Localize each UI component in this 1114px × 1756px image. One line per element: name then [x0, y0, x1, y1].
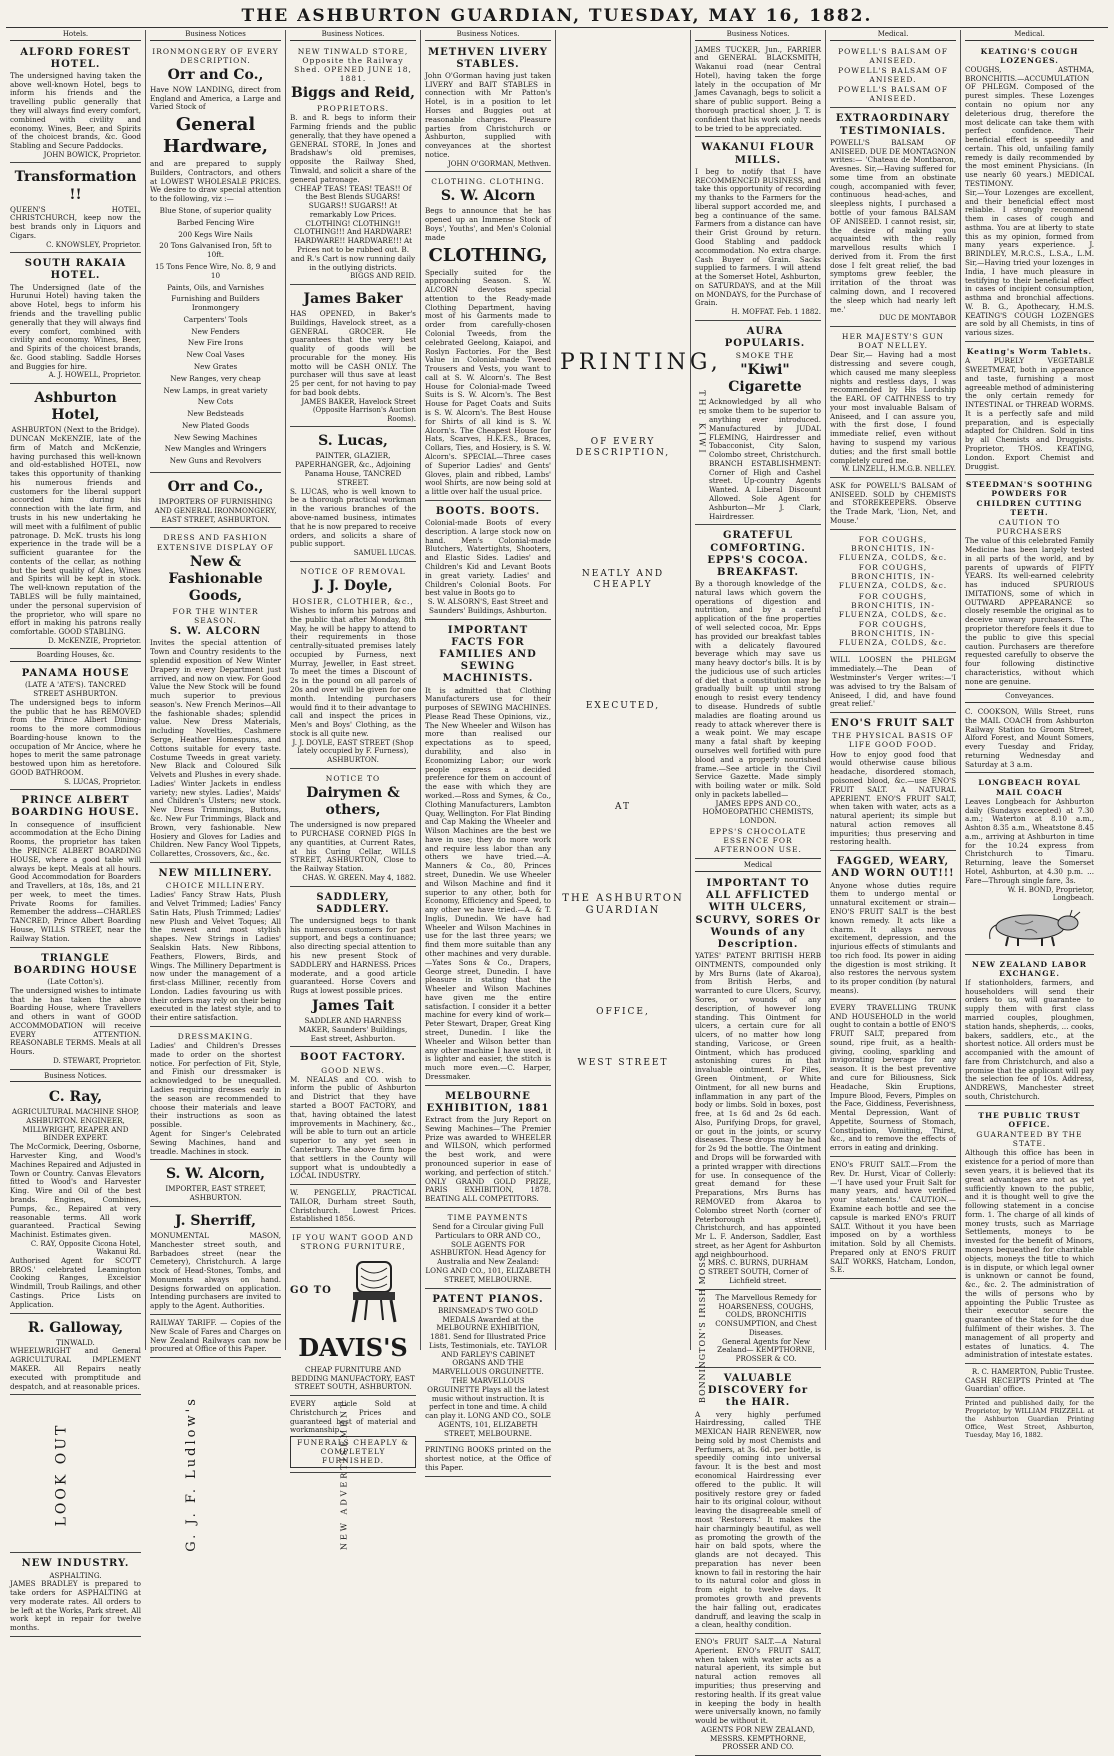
ad-title: S. W. Alcorn	[440, 188, 536, 205]
ad-orr-and-co	[150, 44, 281, 473]
ad-subtitle: IMPORTER, EAST STREET, ASHBURTON.	[165, 1184, 266, 1203]
ad-title: Dairymen & others,	[306, 785, 400, 819]
printing-neatly: NEATLY AND CHEAPLY	[581, 568, 665, 590]
ad-melbourne-exhibition	[425, 1088, 551, 1208]
printing-office-name: THE ASHBURTON GUARDIAN	[562, 892, 684, 916]
ad-title: EXTRAORDINARY TESTIMONIALS.	[835, 113, 951, 137]
ad-body: M. NEALAS and CO. wish to inform the public of Ashburton and District that they have started a BOOT FACTORY, and that, having obtained the latest improvements in Machinery, &c., will be able to turn out an article superior to any yet seen in Canterbury. The above firm hope that settlers in the County will support what is undoubtedly a LOCAL INDUSTRY.	[290, 1074, 416, 1181]
ad-methven-livery	[425, 44, 551, 173]
ad-title: PANAMA HOUSE	[21, 667, 130, 679]
ad-body: Ladies' and Children's Dresses made to order on the shortest notice. For perfection of Fit, Style, and Finish our dressmaker is acknowledged to be unequalled. Ladies requiring dresses early in the season are recommended to choose their materials and leave their instructions as soon as possible.	[150, 1041, 281, 1130]
ad-pre: DRESS AND FASHION EXTENSIVE DISPLAY OF	[156, 533, 275, 552]
section-boarding: Boarding Houses, &c.	[10, 651, 141, 662]
ad-transformation	[10, 165, 141, 253]
coughs-line: FOR COUGHS, BRONCHITIS, IN-FLUENZA, COLDS, &c.	[838, 591, 948, 619]
printing-office: OFFICE,	[596, 1007, 650, 1018]
ad-title: Orr and Co.,	[167, 66, 264, 83]
ad-pre: NOTICE TO	[325, 774, 381, 784]
ad-item: New Plated Goods	[181, 420, 250, 430]
ad-title: Keating's Worm Tablets.	[966, 347, 1093, 357]
section-hotels: Hotels.	[10, 30, 141, 41]
ad-title: SOUTH RAKAIA HOTEL.	[24, 258, 127, 282]
ad-signature: S. LUCAS, Proprietor.	[64, 777, 141, 786]
ad-new-industry	[10, 1555, 141, 1637]
ad-body: WHEELWRIGHT and General AGRICULTURAL IMPLEMENT MAKER. All Repairs neatly executed with promptitude and despatch, and at reasonable prices.	[10, 1346, 141, 1391]
ad-title: NEW MILLINERY.	[158, 867, 273, 879]
ad-pengelly	[290, 1187, 416, 1228]
ad-item: New Bedsteads	[187, 409, 244, 419]
ad-body: S. LUCAS, who is well known to be a thorough practical workman in the various branches of the above-named business, intimates that he is now prepared to receive orders, and solicits a share of public support.	[290, 486, 416, 549]
ad-body: The undersigned begs to inform the public that he has REMOVED from the Prince Albert Dining-rooms to the more commodious Boarding-house known to the occupation of Mr Ancice, where he hopes to merit the same patronage bestowed upon him as heretofore. GOOD BATHROOM.	[10, 697, 141, 777]
ad-loosen-phlegm	[830, 654, 956, 713]
ad-item: Blue Stone, of superior quality	[159, 206, 272, 216]
ad-body: A very highly perfumed Hairdressing, called THE MEXICAN HAIR RENEWER, now being sold by most Chemists and Perfumers, at 3s. 6d. per bottle, is speedily coming into universal favour. It is the best and most economical Hairdressing ever offered to the public. It will positively restore grey or faded hair to its original colour, without leaving the disagreeable smell of most 'Restorers.' It makes the hair charmingly beautiful, as well as promoting the growth of the hair on bald spots, where the glands are not decayed. This preparation has never been known to fail in restoring the hair to its natural color and gloss in from eight to twelve days. It promotes growth and prevents the hair falling out, eradicates dandruff, and leaving the scalp in a clean, healthy condition.	[695, 1409, 821, 1630]
section-business: Business Notices	[150, 30, 281, 41]
ad-signature: SAMUEL LUCAS.	[353, 549, 416, 558]
ad-signature: A. J. HOWELL, Proprietor.	[48, 371, 141, 380]
ad-title: S. Lucas,	[318, 433, 388, 450]
ad-railway-tariff	[150, 1317, 281, 1358]
ad-yates-ointment	[695, 875, 821, 1290]
printing-at: AT	[614, 801, 631, 812]
ad-james-baker	[290, 287, 416, 427]
coughs-line: FOR COUGHS, BRONCHITIS, IN-FLUENZA, COLDS, &c.	[838, 620, 948, 648]
ad-item: New Grates	[193, 361, 238, 371]
ad-signature: C. KNOWSLEY, Proprietor.	[46, 240, 141, 249]
ad-body-2: Agent for Singer's Celebrated Sewing Machines, hand and treadle. Machines in stock.	[150, 1128, 281, 1156]
ad-body: COUGHS, ASTHMA, BRONCHITIS.—ACCUMULATION OF PHLEGM. Composed of the purest simples. These Lozenges contain no opium nor any deleterious drug, therefore the most delicate can take them with perfect confidence. Their beneficial effect is speedily and certain. This old, unfailing family remedy is daily recommended by the most eminent Physicians. (In use nearly 60 years.) MEDICAL TESTIMONY.	[965, 64, 1094, 188]
ad-sherriff	[150, 1209, 281, 1315]
ad-pre: NOTICE OF REMOVAL	[300, 566, 406, 576]
ad-subtitle: GUARANTEED BY THE STATE.	[976, 1130, 1083, 1149]
ad-item: New Guns and Revolvers	[169, 456, 262, 466]
ad-signature: CHAS. W. GREEN. May 4, 1882.	[302, 874, 416, 882]
ad-ludlow-name: G. J. F. Ludlow's	[183, 1396, 199, 1553]
ad-chocolate: EPPS'S CHOCOLATE ESSENCE FOR AFTERNOON USE.	[709, 826, 807, 855]
ad-title: J. Sherriff,	[175, 1212, 256, 1229]
column-2	[146, 30, 286, 1354]
ad-vertical-label: THE KIWI	[697, 390, 707, 456]
ad-title: VALUABLE DISCOVERY for the HAIR.	[707, 1373, 809, 1409]
ad-body: ASK for POWELL'S BALSAM of ANISEED. SOLD by CHEMISTS and STOREKEEPERS. Observe the Trade Mark, 'Lion, Net, and Mouse.'	[830, 480, 956, 525]
ad-title: TIME PAYMENTS	[447, 1212, 529, 1222]
ad-name: S. W. ALCORN	[169, 626, 262, 638]
ad-item: 15 Tons Fence Wire, No. 8, 9 and 10	[154, 261, 277, 280]
ad-body: W. PENGELLY, PRACTICAL TAILOR, Durham street South, Christchurch. Lowest Prices. Established 1856.	[290, 1188, 416, 1224]
ad-body: The value of this celebrated Family Medicine has been largely tested in all parts of the world, and by parents of upwards of FIFTY YEARS. Its well-earned celebrity has induced SPURIOUS IMITATIONS, some of which in OUTWARD APPEARANCE so closely resemble the original as to deceive unwary purchasers. The proprietor therefore feels it due to the public to give this special caution. Purchasers are therefore requested carefully to observe the four following distinctive characteristics, without which none are genuine.	[965, 536, 1094, 686]
ad-item: Carpenters' Tools	[183, 314, 248, 324]
ad-body: How to enjoy good food that would otherwise cause bilious headache, disordered stomach, poisoned blood, &c.—use ENO'S FRUIT SALT. A NATURAL APERIENT. ENO'S FRUIT SALT, when taken with water, acts as a natural aperient; its simple but natural action removes all impurities; thus preserving and restoring health.	[830, 749, 956, 847]
column-3	[286, 30, 421, 1466]
ad-signature: C. RAY, Opposite Cicona Hotel, Wakanui Rd.	[30, 1239, 141, 1257]
ad-extraordinary-testimonials	[830, 110, 956, 327]
ad-body: By a thorough knowledge of the natural laws which govern the operations of digestion and nutrition, and by a careful application of the fine properties of well selected cocoa, Mr. Epps has provided our breakfast tables with a delicately flavoured beverage which may save us many heavy doctor's bills. It is by the judicious use of such articles of diet that a constitution may be gradually built up until strong enough to resist every tendency to disease. Hundreds of subtle maladies are floating around us ready to attack wherever there is a weak point. We may escape many a fatal shaft by keeping ourselves well fortified with pure blood and a properly nourished frame.—See article in the Civil Service Gazette. Made simply with boiling water or milk. Sold only in packets labelled—	[695, 579, 821, 799]
ad-title: AURA POPULARIS.	[724, 325, 806, 349]
ad-body: Send for a Circular giving Full Particulars to ORR AND CO., SOLE AGENTS FOR ASHBURTON. Head Agency for Australia and New Zealand: LONG AND CO., 101, ELIZABETH STREET, MELBOURNE.	[425, 1222, 551, 1284]
ad-kiwi-cigarette	[695, 323, 821, 526]
ad-body: JAMES TUCKER, Jun., FARRIER and GENERAL BLACKSMITH, Wakanui road (near Central Hotel), having taken the forge lately in the occupation of Mr James Cavanagh, begs to solicit a share of public support. Being a thorough practical shoer, J. T. is confident that his work only needs to be tried to be appreciated.	[695, 44, 821, 133]
ad-south-rakaia-hotel	[10, 255, 141, 384]
ad-body: MONUMENTAL MASON, Manchester street south, and Barbadoes street (near the Cemetery), Christchurch. A large stock of Head-Stones, Tombs, and Monuments always on hand. Designs forwarded on application. Intending purchasers are invited to apply to the Agent. Authorities.	[150, 1231, 281, 1311]
ad-subtitle: GOOD NEWS.	[321, 1065, 385, 1075]
ad-body-2: Sir,—Your Lozenges are excellent, and their beneficial effect most reliable. I strongly recommend them in cases of cough and asthma. You are at liberty to state this as my opinion, formed from many years experience. J. BRINDLEY, M.R.C.S., L.S.A., L.M. Sir,—Having tried your lozenges in India, I have much pleasure in testifying to their beneficial effect in cases of incipient consumption, asthma and bronchial affections. W. B. G., Apothecary, H.M.S. KEATING'S COUGH LOZENGES are sold by all Chemists, in tins of various sizes.	[965, 187, 1094, 338]
ad-body: QUEEN'S HOTEL, CHRISTCHURCH, keep now the best brands only in Liquors and Cigars.	[10, 204, 141, 240]
ad-body: WILL LOOSEN the PHLEGM immediately.—The Dean of Westminster's Verger writes:—'I was advised to try the Balsam of Aniseed, I did, and have found great relief.'	[830, 655, 956, 709]
ad-signature: BIGGS AND REID.	[350, 272, 416, 281]
ad-james-tucker	[695, 44, 821, 138]
ad-davis	[290, 1230, 416, 1396]
ad-title: BOOTS. BOOTS.	[435, 505, 541, 517]
ad-title: PATENT PIANOS.	[432, 1293, 544, 1305]
ad-title: THE PUBLIC TRUST OFFICE.	[978, 1110, 1081, 1129]
ad-body: Dear Sir,— Having had a most distressing and severe cough, which caused me many sleepless nights and restless days, I was recommended by His Lordship the EARL OF CAITHNESS to try your most invaluable Balsam of Aniseed, and I can assure you, with the first dose, I found immediate relief, even without having to suspend my various duties; and the first small bottle completely cured me.	[830, 350, 956, 465]
ad-wakanui-flour-mills	[695, 139, 821, 320]
chair-icon	[339, 1256, 409, 1326]
ad-title: IMPORTANT FACTS FOR FAMILIES AND SEWING MACHINISTS.	[439, 624, 537, 685]
ad-title: DAVIS'S	[298, 1333, 408, 1363]
ad-body: A PURELY VEGETABLE SWEETMEAT, both in appearance and taste, furnishing a most agreeable method of administering the only certain remedy for INTESTINAL or THREAD WORMS. It is a perfectly safe and mild preparation, and is especially adapted for Children. Sold in tins by all Chemists and Druggists. Proprietor, THOS. KEATING, London. Export Chemist and Druggist.	[965, 356, 1094, 471]
ad-body: General Agents for New Zealand— KEMPTHORNE, PROSSER & CO.	[717, 1336, 815, 1364]
ad-title: MELBOURNE EXHIBITION, 1881	[426, 1090, 550, 1114]
ad-item: 20 Tons Galvanised Iron, 5ft to 10ft.	[159, 241, 272, 260]
ad-body: Begs to announce that he has opened up an Immense Stock of Boys', Youths', and Men's Colonial made	[425, 206, 551, 242]
masthead: THE ASHBURTON GUARDIAN, TUESDAY, MAY 16, 1882.	[6, 6, 1108, 28]
ad-body: The undersigned is now prepared to PURCHASE CORNED PIGS In any quantities, at Current Rates, at his Curing Cellar, WILLS STREET, ASHBURTON, Close to the Railway Station.	[290, 820, 416, 874]
ad-title: Ashburton Hotel,	[34, 390, 117, 424]
ad-printing-books	[425, 1444, 551, 1476]
section-conveyances: Conveyances.	[965, 692, 1094, 703]
ad-subtitle: CAUTION TO PURCHASERS	[996, 517, 1063, 537]
ad-title: ALFORD FOREST HOTEL.	[20, 46, 131, 70]
ad-cash-receipts	[965, 1366, 1094, 1398]
coughs-line: FOR COUGHS, BRONCHITIS, IN-FLUENZA, COLDS, &c.	[838, 563, 948, 591]
column-8	[961, 30, 1098, 1439]
ad-signature: D. McKENZIE, Proprietor.	[48, 636, 141, 645]
ad-labor-exchange	[965, 957, 1094, 1106]
ad-galloway	[10, 1316, 141, 1396]
powell-line: POWELL'S BALSAM OF ANISEED.	[838, 46, 948, 65]
ad-body: HAS OPENED, in Baker's Buildings, Havelock street, as a GENERAL GROCER. He guarantees that the very best quality of goods will be procurable for the money. His motto will be CASH ONLY. The purchaser will thus save at least 25 per cent, for not having to pay for bad book debts.	[290, 308, 416, 398]
ad-signature: W. H. BOND, Proprietor, Longbeach.	[1007, 885, 1094, 903]
ad-title: NEW ZEALAND LABOR EXCHANGE.	[971, 959, 1088, 978]
ad-signature: D. STEWART, Proprietor.	[53, 1057, 141, 1065]
ad-big: "Kiwi" Cigarette	[728, 362, 802, 396]
ad-body: YATES' PATENT BRITISH HERB OINTMENTS, compounded only by Mrs Burns (late of Akaroa), from British Herbs, and warranted to cure Ulcers, Scurvy, Sores, or wounds of any description, of however long standing. This Ointment for ulcers, a certain cure for all ulcers, of no matter how long standing, Varicose, or Green Ointment, which has produced astonishing cures in that invaluable ointment. For Piles, Green Ointment, or White Ointment, for all new burns and inflammation in any part of the body or limbs. Sold in boxes, post free, at 1s 6d and 2s 6d each. Also, Purifying Drops, for gravel, or gout in the joints, or scurvy diseases. These drops may be had for 2s 9d the bottle. The Ointment and Drops will be forwarded with a printed wrapper with directions for use. In consequence of the great demand for these Preparations, Mrs Burns has REMOVED from Akaroa to Colombo street North (corner of Peterborough street), Christchurch, and has appointed Mr L. F. Anderson, Saddler, East street, as her Agent for Ashburton and neighbourhood.	[695, 951, 821, 1259]
ad-title: PRINCE ALBERT BOARDING HOUSE.	[11, 795, 140, 819]
ad-alford-forest-hotel	[10, 44, 141, 164]
ad-signature: DUC DE MONTABOR	[879, 314, 956, 323]
ad-title: GRATEFUL COMFORTING. EPPS'S COCOA. BREAKFAST.	[707, 530, 809, 578]
ad-biggs-reid	[290, 44, 416, 285]
cow-illustration-icon	[970, 907, 1090, 947]
ad-subtitle: FOR THE WINTER SEASON.	[172, 606, 259, 626]
ad-dairymen	[290, 771, 416, 887]
ad-dressmaking	[150, 1029, 281, 1160]
ad-subtitle: ASHBURTON (Next to the Bridge).	[11, 425, 140, 435]
ad-title: New & Fashionable Goods,	[168, 553, 263, 604]
ad-body: EVERY TRAVELLING TRUNK AND HOUSEHOLD in the world ought to contain a bottle of ENO'S FRUIT SALT, prepared from sound, ripe fruit, as a health-giving, cooling, sparkling and invigorating beverage for any season. It is the best preventive and cure for Biliousness, Sick Headache, Skin Eruptions, Impure Blood, Fevers, Pimples on the Face, Giddiness, Feverishness, Mental Depression, Want of Appetite, Sourness of Stomach, Constipation, Vomiting, Thirst, &c., and to remove the effects of errors in eating and drinking.	[830, 1002, 956, 1153]
ad-pre: CLOTHING. CLOTHING.	[431, 177, 545, 187]
ad-side-label: BONNINGTON'S IRISH MOSS	[698, 1254, 708, 1403]
ad-item-list	[150, 207, 281, 466]
ad-title: The Marvellous Remedy for HOARSENESS, COUGHS, COLDS, BRONCHITIS CONSUMPTION, and Chest Diseases.	[715, 1292, 817, 1337]
section-medical: Medical.	[965, 30, 1094, 41]
ad-item: 200 Kegs Wire Nails	[178, 229, 253, 239]
ad-ludlow	[10, 1396, 349, 1553]
ad-body: ENO's FRUIT SALT.—From the Rev. Dr. Hurst, Vicar of Collerly:—'I have used your Fruit Salt for many years, and have verified your statements.' CAUTION.—Examine each bottle and see the capsule is marked ENO's FRUIT SALT. Without it you have been imposed on by a worthless imitation. Sold by all Chemists. Prepared only at ENO'S FRUIT SALT WORKS, Hatcham, London, S.E.	[830, 1160, 956, 1275]
ad-body: CASH RECEIPTS Printed at 'The Guardian' office.	[965, 1375, 1094, 1394]
ad-prince-albert	[10, 792, 141, 947]
ad-title: TRIANGLE BOARDING HOUSE	[13, 952, 138, 976]
ad-name: MRS. C. BURNS, DURHAM STREET SOUTH, Corner of Lichfield street.	[707, 1258, 809, 1285]
ad-body: DUNCAN McKENZIE, late of the firm of Match and McKenzie, having purchased this well-known and old-established HOTEL, now takes this opportunity of thanking his numerous friends and customers for the liberal support accorded him during his connection with the late firm, and trusts in his new undertaking he will meet with a fulfilment of public patronage. D. McK. trusts his long experience in the trade will be a sufficient guarantee for the contents of the cellar, as nothing but the best quality of Ales, Wines and Spirits will be kept in stock. The well-known reputation of the TABLES will be fully maintained, under the personal supervision of the proprietor, who will spare no effort in making his patrons really comfortable. GOOD STABLING.	[10, 433, 141, 637]
ad-steedman	[965, 477, 1094, 690]
ad-item: New Lamps, in great variety	[163, 385, 268, 395]
ad-title: FAGGED, WEARY, AND WORN OUT!!!	[831, 856, 955, 880]
ad-eno-caution	[830, 1159, 956, 1279]
ad-title: HER MAJESTY'S GUN BOAT NELLEY.	[841, 331, 945, 351]
ad-body: Leaves Longbeach for Ashburton daily (Sundays excepted) at 7.30 a.m.; Waterton at 8.10 a.m., Ashton 8.35 a.m., Wheatstone 8.45 a.m., arriving at Ashburton in time for the 10.24 express from Christchurch to Timaru. Returning, leave the Somerset Hotel, Ashburton, at 4.30 p.m. ... Fare—Through single fare, 3s.	[965, 796, 1094, 885]
ad-cookson-coach	[965, 706, 1094, 773]
ad-item: Barbed Fencing Wire	[176, 217, 255, 227]
ad-title: J. J. Doyle,	[313, 577, 393, 594]
ad-body: The undersigned having taken the above well-known Hotel, begs to inform his friends and the travelling public generally that they will always find every comfort, combined with civility and economy. Wines, Beer, and Spirits of the choicest brands, &c. Good Stabling and Secure Paddocks.	[10, 70, 141, 151]
ad-body: The McCormick, Deering, Osborne, Harvester King, and Wood's Machines Repaired and Adjusted in Town or Country. Canvas Elevators fitted to Wood's and Harvester King. Wire and Oil of the best brands. Engines, Combines, Pumps, &c., Repaired at very reasonable terms. All work guaranteed. Practical Sewing Machinist. Estimates given.	[10, 1142, 141, 1240]
ad-title: Orr and Co.,	[167, 479, 264, 496]
powell-line: POWELL'S BALSAM OF ANISEED.	[838, 65, 948, 84]
ad-item: New Sewing Machines	[173, 432, 258, 442]
ad-body: Invites the special attention of Town and Country residents to the splendid exposition of New Winter Drapery in every Department just arrived, and now on view. For Good Value the New Stock will be found much superior to previous season's. New French Merinos—All the fashionable shades; splendid value. New Dress Materials, including Novelties, Cashmere Serge, Heather Homespuns, and Cottons suitable for every taste. Costume Tweeds in great variety. New Black and Coloured Silk Velvets and Plushes in every shade. Ladies' Winter Jackets in endless variety; new styles. Ladies', Maids' and Children's Ulsters; new stock. New Dress Trimmings, Buttons, &c. New Fur Trimmings, Black and Brown, very fashionable. New Hosiery and Gloves for Ladies and Children. New Fancy Wool Tippets, Collarettes, Crossovers, &c., &c.	[150, 638, 281, 859]
section-business: Business Notices.	[695, 30, 821, 41]
ad-coughs	[830, 532, 956, 653]
ad-title: R. Galloway,	[27, 1319, 124, 1336]
ad-subtitle: (LATE A 'ATE'S). TANCRED STREET ASHBURTON.	[24, 680, 127, 698]
ad-doyle	[290, 564, 416, 769]
ad-boot-factory	[290, 1049, 416, 1185]
ad-title: C. Ray,	[48, 1089, 103, 1106]
section-medical: Medical.	[830, 30, 956, 41]
ad-title: STEEDMAN'S SOOTHING POWDERS FOR CHILDREN CUTTING TEETH.	[965, 480, 1094, 517]
ad-powell-balsam	[830, 44, 956, 109]
ad-title: METHVEN LIVERY STABLES.	[428, 46, 548, 70]
ad-subtitle: SMOKE THE	[735, 351, 795, 361]
ad-keating-worm	[965, 344, 1094, 475]
ad-body: Anyone whose duties require them to undergo mental or unnatural excitement or strain—ENO'S FRUIT SALT is the best known remedy. It acts like a charm. It allays nervous excitement, depression, and the injurious effects of stimulants and too rich food. Its power in aiding the digestion is most striking. It also restores the nervous system to its proper condition (by natural means).	[830, 880, 956, 995]
ad-signature: JAMES EPPS AND CO., HOMOEOPATHIC CHEMISTS, LONDON.	[702, 798, 814, 826]
section-medical: Medical	[695, 861, 821, 872]
section-business: Business Notices.	[425, 30, 551, 41]
ad-pre: IF YOU WANT GOOD AND STRONG FURNITURE,	[292, 1233, 414, 1252]
ad-eno-fruit-salt	[830, 715, 956, 851]
ad-body: If stationholders, farmers, and householders will send their orders to us, will guarantee to supply them with first class married couples, ploughmen, station hands, shepherds, ... cooks, bakers, saddlers, etc., at the shortest notice. All orders must be accompanied with the amount of fare from Christchurch, and also a promise that the applicant will pay the selection fee of 10s. Address, ANDREWS, Manchester street south, Christchurch.	[965, 977, 1094, 1102]
ad-title: SADDLERY, SADDLERY.	[316, 891, 390, 915]
ad-triangle-boarding	[10, 950, 141, 1070]
ad-c-ray	[10, 1085, 141, 1314]
ad-body: IMPORTERS OF FURNISHING AND GENERAL IRONMONGERY, EAST STREET, ASHBURTON.	[154, 497, 277, 524]
ad-ask-powell	[830, 480, 956, 530]
ad-alcorn	[150, 1162, 281, 1207]
ad-signature: S. W. ALSORN'S, East Street and Saunders' Buildings, Ashburton.	[427, 597, 549, 615]
ad-item: Paints, Oils, and Varnishes	[167, 282, 264, 292]
ad-title: NEW INDUSTRY.	[21, 1558, 130, 1570]
section-business: Business Notices.	[10, 1072, 141, 1083]
ad-signature: JAMES BAKER, Havelock Street (Opposite Harrison's Auction Rooms).	[301, 397, 416, 423]
ad-body: CHEAP FURNITURE AND BEDDING MANUFACTORY, EAST STREET SOUTH, ASHBURTON.	[291, 1364, 415, 1392]
ad-panama-house	[10, 665, 141, 790]
ad-funerals: FUNERALS CHEAPLY & COMPLETELY FURNISHED.	[290, 1436, 416, 1467]
ad-subtitle: PROPRIETORS.	[316, 104, 390, 114]
ad-signature: R. C. HAMERTON, Public Trustee.	[971, 1368, 1094, 1377]
ad-title: KEATING'S COUGH LOZENGES.	[980, 46, 1079, 65]
ad-subtitle: PAINTER, GLAZIER, PAPERHANGER, &c., Adjoining Panama House, TANCRED STREET.	[295, 451, 411, 487]
ad-subtitle: CHOICE MILLINERY.	[165, 881, 266, 891]
ad-hair-discovery	[695, 1370, 821, 1634]
ad-pre: IRONMONGERY OF EVERY DESCRIPTION.	[152, 46, 279, 65]
ad-s-lucas	[290, 429, 416, 561]
ad-ashburton-hotel	[10, 386, 141, 649]
ad-body: C. COOKSON, Wills Street, runs the MAIL COACH from Ashburton Railway Station to Groom Street, Alford Forest, and Mount Somers, every Tuesday and Friday, returning Wednesday and Saturday at 3 a.m.	[965, 706, 1094, 769]
ad-item: New Fenders	[191, 326, 240, 336]
ad-body: I beg to notify that I have RECOMMENCED BUSINESS, and take this opportunity of recording my thanks to the Farmers for the liberal support accorded me, and beg a continuance of the same. Farmers from a distance can have their Grist Ground by return. Good Stabling and paddock accommodation. No extra charge. Cash Buyer of Grain. Sacks supplied to farmers. I will attend at the Somerset Hotel, Ashburton, on SATURDAYS, and at the Mill on MONDAYS, for the Purchase of Grain.	[695, 166, 821, 308]
coughs-line: FOR COUGHS, BRONCHITIS, IN-FLUENZA, COLDS, &c.	[838, 534, 948, 563]
ad-signature: J. J. DOYLE, EAST STREET (Shop lately occupied by F. Furness), ASHBURTON.	[292, 737, 414, 765]
ad-travelling-trunk	[830, 1002, 956, 1157]
ad-item: New Ranges, very cheap	[170, 373, 261, 383]
ad-title: WAKANUI FLOUR MILLS.	[701, 142, 815, 166]
ad-epps-cocoa	[695, 527, 821, 859]
ad-title: S. W. Alcorn,	[165, 1166, 266, 1183]
ad-item: New Cots	[197, 397, 234, 407]
powell-line: POWELL'S BALSAM OF ANISEED.	[838, 85, 948, 104]
ad-go-to: GO TO	[290, 1285, 332, 1297]
ad-body-2: Authorised Agent for SCOTT BROS.' celebrated Leamington Cooking Ranges, Excelsior Windmill, Troub Railings, and other Castings. Price Lists on Application.	[10, 1255, 141, 1309]
ad-signature: H. MOFFAT. Feb. 1 1882.	[731, 308, 821, 317]
ad-body-2: Specially suited for the approaching Season. S. W. ALCORN devotes special attention to the Ready-made Clothing Department, having most of his Garments made to order from carefully-chosen Colonial Tweeds, from the celebrated Geelong, Kaiapoi, and Roslyn Factories. For the Best Value in Colonial-made Tweed Trousers and Vests, you want to call at S. W. Alcorn's. The Best House for Colonial-made Tweed Suits is S. W. Alcorn's. The Best House for Paget Coats and Suits is S. W. Alcorn's. The Best House for Shirts of all kind is S. W. Alcorn's. The Cheapest House for Hats, Scarves, H.K.F.S., Braces, Collars, Ties, and Hosiery, is S. W. Alcorn's. SPECIAL—Three cases of Superior Ladies' and Gents' Gloves, plain and ribbed, Lambs' wool Shirts, are now being sold at a little over half the usual price.	[425, 267, 551, 497]
ad-body: The undersigned wishes to intimate that he has taken the above Boarding House, where Travellers and others in want of GOOD ACCOMMODATION will receive EVERY ATTENTION. REASONABLE TERMS. Meals at all Hours.	[10, 985, 141, 1057]
ad-subtitle: THE PHYSICAL BASIS OF LIFE GOOD FOOD.	[832, 731, 954, 750]
ad-title: BOOT FACTORY.	[300, 1052, 406, 1064]
ad-time-payments	[425, 1210, 551, 1289]
ad-longbeach-coach	[965, 775, 1094, 954]
ad-subtitle: (Late Cotton's).	[47, 976, 104, 986]
ad-body: Extract from the Jury Report on Sewing Machines—'The Premier Prize was awarded to WHEELER and WILSON, which performed the best work, and were pronounced superior in ease of working, and perfection of stitch.' ONLY GRAND GOLD PRIZE, PARIS EXHIBITION, 1878. BEATING ALL COMPETITORS.	[425, 1115, 551, 1204]
ad-body: ENO's FRUIT SALT.—A Natural Aperient. ENO's FRUIT SALT, when taken with water acts as a natural aperient, its simple but natural action removes all impurities; thus preserving and restoring health. If its great value in keeping the body in health were universally known, no family would be without it.	[695, 1637, 821, 1726]
ad-public-trust	[965, 1108, 1094, 1364]
ad-signature: JOHN BOWICK, Proprietor.	[43, 150, 141, 159]
ad-pre: NEW TINWALD STORE, Opposite the Railway Shed. OPENED JUNE 18, 1881.	[294, 46, 412, 83]
ad-keating-lozenges	[965, 44, 1094, 343]
ad-signature: SADDLER AND HARNESS MAKER, Saunders' Buildings, East street, Ashburton.	[298, 1016, 408, 1043]
ad-item: New Mangles and Wringers	[164, 444, 267, 454]
printing-every: OF EVERY DESCRIPTION,	[575, 436, 671, 458]
ad-lookout: LOOK OUT	[53, 1422, 70, 1527]
ad-signature: JOHN O'GORMAN, Methven.	[447, 159, 551, 168]
ad-gun-boat-nelley	[830, 329, 956, 478]
ad-saddlery	[290, 889, 416, 1048]
imprint-footer: Printed and published daily, for the Proprietor, by WILLIAM FRIZZELL at the Ashburton Guardian Printing Office, West Street, Ashburton, Tuesday, May 16, 1882.	[965, 1399, 1094, 1439]
ad-patent-pianos	[425, 1291, 551, 1443]
ad-body: PRINTING BOOKS printed on the shortest notice, at the Office of this Paper.	[425, 1445, 551, 1472]
ad-important-facts	[425, 622, 551, 1086]
ad-signature: W. LINZELL, H.M.G.B. NELLEY.	[841, 465, 956, 474]
ad-body: The undersigned begs to thank his numerous customers for past support, and begs a continuance; also directing special attention to his new present Stock of SADDLERY and HARNESS. Prices moderate, and a good article guaranteed. Horse Covers and Rugs at lowest possible prices.	[290, 915, 416, 996]
section-business: Business Notices.	[290, 30, 416, 41]
ad-body: The Undersigned (late of the Hurunui Hotel) having taken the above Hotel, begs to inform his friends and the travelling public generally that they will always find every comfort, combined with civility and economy. Wines, Beer, and Spirits of the choicest brands, &c. Good stabling. Saddle Horses and Buggies for hire.	[10, 282, 141, 371]
ad-big: CLOTHING,	[428, 244, 548, 266]
ad-title: ENO'S FRUIT SALT	[831, 718, 955, 730]
ad-title: IMPORTANT TO ALL AFFLICTED WITH ULCERS, SCURVY, SORES Or Wounds of any Description.	[695, 877, 821, 950]
ad-big: General Hardware,	[162, 114, 269, 158]
ad-item: Furnishing and Builders Ironmongery	[171, 294, 260, 313]
ad-body: Colonial-made Boots of every description. A large stock now on hand. Men's Colonial-made Blutchers, Watertights, Shooters, and Elastic Sides. Ladies' and Children's Kid and Levant Boots in great variety. Ladies' and Children's Colonial Boots. For best value in Boots go to	[425, 518, 551, 598]
ad-body: RAILWAY TARIFF. — Copies of the New Scale of Fares and Charges on New Zealand Railways can now be procured at Office of this Paper.	[150, 1318, 281, 1354]
columns	[6, 30, 1108, 1752]
ad-title: James Baker	[303, 290, 403, 307]
ad-millinery	[150, 865, 281, 1027]
ad-title: LONGBEACH ROYAL MAIL COACH	[978, 778, 1081, 797]
ad-item: New Fire Irons	[187, 338, 244, 348]
ad-title: DRESSMAKING.	[177, 1032, 254, 1041]
ad-body: EVERY article Sold at Christchurch Prices and guaranteed best of material and workmanship.	[290, 1399, 416, 1435]
ad-fagged-weary	[830, 853, 956, 1000]
ad-subtitle: TINWALD.	[56, 1337, 95, 1347]
printing-headline: PRINTING,	[560, 350, 722, 375]
ad-body: John O'Gorman having just taken LIVERY and BAIT STABLES in connection with Mr Patton's Hotel, is in a position to let Horses and Buggies out at reasonable charges. Pleasure parties from Christchurch or Ashburton, supplied with conveyances at the shortest notice.	[425, 70, 551, 159]
printing-executed: EXECUTED,	[585, 700, 661, 711]
ad-subtitle: AGRICULTURAL MACHINE SHOP, ASHBURTON. ENGINEER, MILLWRIGHT, REAPER AND BINDER EXPERT.	[11, 1107, 140, 1143]
ad-body: Wishes to inform his patrons and the public that after Monday, 8th May, he will be happy to attend to their requirements in those centrally-situated premises lately occupied by Furness, next Murray, Jeweller, in East street. To meet the times a Discount of 2s in the pound on all parcels of 20s and over will be given for one month. Intending purchasers would find it to their advantage to call and inspect the prices in Men's and Boys' Clothing, as the stock is all quite new.	[290, 605, 416, 738]
ad-ludlow-sub: NEW ADVERTISEMENT	[339, 1399, 349, 1550]
ad-subtitle: ASPHALTING.	[49, 1570, 102, 1580]
column-7	[826, 30, 961, 1350]
ad-alcorn-clothing	[425, 174, 551, 501]
ad-boots	[425, 503, 551, 620]
ad-body: It is admitted that Clothing Manufacturers use for their purposes of SEWING MACHINES. Please Read These Opinions, viz., The New Wheeler and Wilson has more than realised our expectations as to speed, durability, and also in Economizing Labor; our work people express a decided preference for them on account of the ease with which they are worked.—Ross and Symes, & Co., Clothing Manufacturers, Lambton Quay, Wellington. For Flat Binding and Cap Making the Wheeler and Wilson Machines are the best we have in use; they do more work and require less labor than any others we have tried.—A. Manners & Co., 80, Princes street, Dunedin. We use Wheeler and Wilson Machine and find it superior to any other, both for Economy, Efficiency and Speed, to any other we have tried.—A. & T. Inglis, Dunedin. We have had Wheeler and Wilson Machines in use for the last three years; we find them more suitable than any other machines and very durable.—Yates Sons & Co., Drapers, George street, Dunedin. I have pleasure in stating that the Wheeler and Wilson Machines have given me the entire satisfaction. I consider it a better machine for every kind of work—Peter Stewart, Draper, Great King street, Dunedin. I like the Wheeler and Wilson better than any other machine I have used, it is lighter and easier, the stitch is much more even.—C. Harper, Dressmaker.	[425, 685, 551, 1081]
column-4	[421, 30, 556, 1472]
ad-dress-fashion	[150, 530, 281, 863]
ad-body: Ladies' Fancy Straw Hats, Plush and Velvet Trimmed; Ladies' Fancy Satin Hats, Plush Trimmed; Ladies' new Plush and Velvet Toques; All the newest and most stylish shapes. New Strings in Ladies' Sealskin Hats. New Ribbons, Feathers, Flowers, Birds, and Wings. The Millinery Department is now under the management of a first-class Milliner, recently from London. Ladies favouring us with their orders may rely on their being executed in the latest style, and to their entire satisfaction.	[150, 890, 282, 1023]
ad-body-2: CHEAP TEAS! TEAS! TEAS!! Of the Best Blends SUGARS! SUGARS!! SUGARS!! At remarkably Low Prices. CLOTHING! CLOTHING!! CLOTHING!!! And HARDWARE! HARDWARE!! HARDWARE!!! At Prices not to be rubbed out. B. and R.'s Cart is now running daily in the outlying districts.	[290, 183, 416, 272]
ad-subtitle: HOSIER, CLOTHIER, &c.,	[292, 596, 414, 606]
ad-item: New Coal Vases	[186, 350, 245, 360]
ad-title: Biggs and Reid,	[291, 85, 415, 102]
ad-body: Although this office has been in existence for a period of more than seven years, it is believed that its great advantages are not as yet sufficiently known to the public, and it is thought well to give the following statement in a concise form. 1. The charge of all kinds of money trusts, such as Marriage Settlements, moneys to be invested for the benefit of Minors, moneys bequeathed for charitable objects, moneys the title to which is in dispute, or which legal owner is unknown or cannot be found, &c., &c. 2. The administration of the wills of persons who by appointing the Public Trustee as their executor secure the guarantee of the State for the due fulfilment of their wishes. 3. The management of all property and estates of lunatics. 4. The administration of intestate estates.	[965, 1148, 1094, 1360]
ad-every-article	[290, 1398, 416, 1473]
ad-name: James Tait	[311, 997, 395, 1014]
ad-body: POWELL'S BALSAM OF ANISEED. DUE DE MONTAGNON writes:— 'Chateau de Montbaron, Avesnes. Sir,—Having suffered for some time from an obstinate cough, accompanied with fever, continuous head-aches, and sleepless nights, I purchased a bottle of your famous BALSAM OF ANISEED. I cannot resist, sir, the desire of making you acquainted with the really marvellous results which I derived from it. From the first dose I felt great relief, the bad symptoms grew feebler, the irritation of the throat was calming down, and I recovered the sleep which had nearly left me.'	[830, 137, 956, 314]
column-6	[691, 30, 826, 1752]
ad-body: Acknowledged by all who smoke them to be superior to anything ever introduced. Manufactured by JUDAL FLEMING, Hairdresser and Tobacconist, City Salon, Colombo street, Christchurch. BRANCH ESTABLISHMENT: Corner of High and Cashel street. Up-country Agents Wanted. A Liberal Discount Allowed. Sole Agent for Ashburton—Mr J. Clark, Hairdresser.	[709, 397, 821, 521]
printing-street: WEST STREET	[577, 1057, 669, 1068]
ad-stimulants	[695, 1636, 821, 1756]
ad-body: Have NOW LANDING, direct from England and America, a Large and Varied Stock of	[150, 84, 281, 112]
ad-title: Transformation !!	[14, 169, 137, 203]
ad-body-2: and are prepared to supply Builders, Contractors, and others at LOWEST WHOLESALE PRICES. We desire to draw special attention to the following, viz :—	[150, 159, 281, 204]
ad-body: JAMES BRADLEY is prepared to take orders for ASPHALTING at very moderate rates. All orders to be left at the Works, Park street. All work kept in repair for twelve months.	[10, 1579, 141, 1633]
ad-agents: AGENTS FOR NEW ZEALAND, MESSRS. KEMPTHORNE, PROSSER AND CO.	[701, 1724, 815, 1752]
ad-body: In consequence of insufficient accommodation at the Echo Dining Rooms, the proprietor has taken the PRINCE ALBERT BOARDING HOUSE, where a good table will always be kept. Meals at all hours. Good Accommodation for Boarders and Travellers, at 18s, 18s, and 21 per week, to meet the times. Private Rooms for families. Remember the address—CHARLES TANCRED, Prince Albert Boarding House, WILLS STREET, near the Railway Station.	[10, 819, 141, 943]
ad-orr-and-co-2	[150, 475, 281, 528]
ad-body: B. and R. begs to inform their Farming friends and the public generally, that they have opened a GENERAL STORE, In Jones and Bradshaw's old premises, opposite the Railway Shed, Tinwald, and solicit a share of the general patronage.	[290, 113, 416, 184]
ad-body: BRINSMEAD'S TWO GOLD MEDALS Awarded at the MELBOURNE EXHIBITION, 1881. Send for Illustrated Price Lists, Testimonials, etc. TAYLOR AND FARLEY'S CABINET ORGANS AND THE MARVELLOUS ORGUINETTE. THE MARVELLOUS ORGUINETTE Plays all the latest music without instruction. It is perfect in tone and time. A child can play it. LONG AND CO., SOLE AGENTS, 101, ELIZABETH STREET, MELBOURNE.	[425, 1305, 551, 1438]
